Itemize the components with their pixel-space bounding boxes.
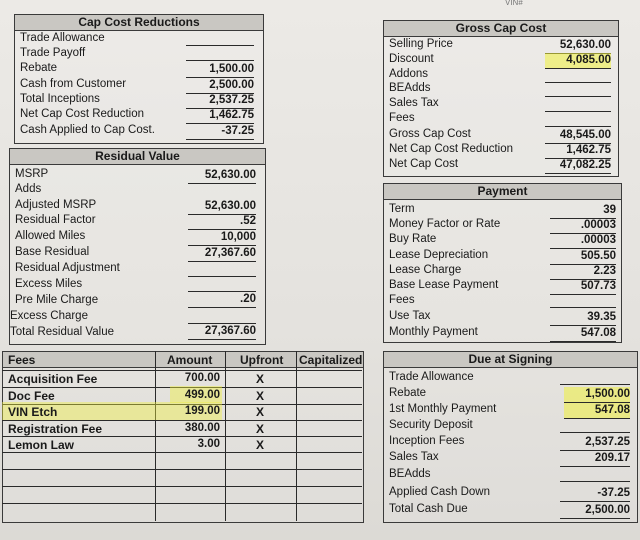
rv-label: Excess Charge (10, 310, 88, 322)
fees-grid-h (2, 370, 362, 371)
fee-label: VIN Etch (8, 405, 58, 419)
ccr-value: 1,462.75 (186, 108, 254, 124)
pay-value: 507.73 (550, 279, 616, 295)
fee-amount: 3.00 (197, 438, 220, 450)
fee-label: Doc Fee (8, 389, 55, 403)
rv-value: 52,630.00 (188, 168, 256, 184)
ccr-value-line (186, 45, 254, 46)
fees-grid-h (2, 486, 362, 487)
gcc-value: 1,462.75 (545, 143, 611, 159)
rv-label: Pre Mile Charge (15, 294, 99, 306)
pay-value: .00003 (550, 233, 616, 249)
rv-label: Residual Adjustment (15, 262, 120, 274)
das-label: Rebate (389, 387, 427, 399)
pay-label: Use Tax (389, 310, 431, 322)
rv-value: 27,367.60 (188, 324, 256, 340)
ccr-label: Rebate (20, 62, 58, 74)
rv-value: .20 (188, 292, 256, 308)
rv-label: Allowed Miles (15, 230, 86, 242)
rv-label: Excess Miles (15, 278, 83, 290)
fees-grid-h (2, 436, 362, 437)
top-strip (0, 0, 640, 9)
ccr-label: Trade Allowance (20, 32, 105, 44)
fees-grid-h (2, 420, 362, 421)
upfront-mark: X (255, 422, 264, 436)
upfront-mark: X (255, 372, 264, 386)
ccr-value: 1,500.00 (186, 62, 254, 78)
gcc-value-line (545, 126, 611, 127)
gcc-label: Gross Cap Cost (389, 128, 471, 140)
rv-value: 10,000 (188, 230, 256, 246)
amount-col-header: Amount (167, 353, 213, 367)
das-value: -37.25 (560, 486, 630, 502)
gcc-label: Net Cap Cost Reduction (389, 143, 514, 155)
upfront-mark: X (255, 405, 264, 419)
ccr-label: Cash from Customer (20, 78, 127, 90)
pay-label: Term (389, 203, 415, 215)
das-value-line (560, 432, 630, 433)
gcc-label: BEAdds (389, 82, 431, 94)
gcc-label: Fees (389, 112, 415, 124)
rv-label: MSRP (15, 168, 49, 180)
das-value-highlighted: 1,500.00 (564, 387, 630, 403)
gcc-value-highlighted: 4,085.00 (545, 53, 611, 69)
gcc-label: Net Cap Cost (389, 158, 459, 170)
das-label: BEAdds (389, 468, 431, 480)
das-value-line (560, 384, 630, 385)
fees-col-header: Fees (8, 353, 36, 367)
das-value: 2,500.00 (560, 503, 630, 519)
gcc-value: 47,082.25 (545, 158, 611, 174)
pay-value: 39 (550, 203, 616, 219)
das-label: Applied Cash Down (389, 486, 491, 498)
fee-label: Acquisition Fee (8, 372, 98, 386)
gcc-value-line (545, 82, 611, 83)
fee-amount: 700.00 (184, 372, 220, 384)
rv-label: Adjusted MSRP (15, 199, 97, 211)
rv-value: 27,367.60 (188, 246, 256, 262)
fees-grid-h (2, 503, 362, 504)
fees-grid-h (2, 452, 362, 453)
gcc-label: Selling Price (389, 38, 453, 50)
rv-label: Base Residual (15, 246, 90, 258)
cap-cost-reductions-title: Cap Cost Reductions (14, 14, 264, 31)
pay-value: .00003 (550, 218, 616, 234)
due-at-signing-title: Due at Signing (383, 351, 638, 368)
pay-label: Monthly Payment (389, 326, 478, 338)
das-value: 2,537.25 (560, 435, 630, 451)
pay-label: Base Lease Payment (389, 279, 499, 291)
rv-label: Total Residual Value (10, 326, 114, 338)
ccr-label: Cash Applied to Cap Cost. (20, 124, 155, 136)
gcc-value-line (545, 96, 611, 97)
rv-value: 52,630.00 (188, 199, 256, 215)
upfront-col-header: Upfront (240, 353, 284, 367)
das-value-line (560, 481, 630, 482)
fee-amount: 499.00 (184, 389, 220, 401)
capitalized-col-header: Capitalized (299, 353, 363, 367)
ccr-value: 2,500.00 (186, 78, 254, 94)
das-label: Total Cash Due (389, 503, 468, 515)
rv-label: Residual Factor (15, 214, 96, 226)
ccr-label: Net Cap Cost Reduction (20, 108, 145, 120)
das-value-highlighted: 547.08 (564, 403, 630, 419)
pay-label: Fees (389, 294, 415, 306)
das-label: Inception Fees (389, 435, 465, 447)
payment-title: Payment (383, 183, 622, 200)
das-label: Trade Allowance (389, 371, 474, 383)
pay-label: Lease Depreciation (389, 249, 489, 261)
residual-value-title: Residual Value (9, 148, 266, 165)
pay-label: Lease Charge (389, 264, 462, 276)
gcc-value: 48,545.00 (545, 128, 611, 144)
header-fragment: VIN# (505, 0, 523, 7)
ccr-value: -37.25 (186, 124, 254, 140)
gcc-label: Sales Tax (389, 97, 439, 109)
das-value: 209.17 (560, 451, 630, 467)
ccr-label: Trade Payoff (20, 47, 86, 59)
gross-cap-cost-title: Gross Cap Cost (383, 20, 619, 37)
rv-value-line (188, 276, 256, 277)
gcc-label: Discount (389, 53, 434, 65)
gcc-label: Addons (389, 68, 429, 80)
das-label: Security Deposit (389, 419, 473, 431)
rv-value: .52 (188, 214, 256, 230)
pay-value: 547.08 (550, 326, 616, 342)
pay-value: 2.23 (550, 264, 616, 280)
fee-amount: 199.00 (184, 405, 220, 417)
das-label: 1st Monthly Payment (389, 403, 497, 415)
pay-value-line (550, 307, 616, 308)
ccr-label: Total Inceptions (20, 93, 100, 105)
pay-label: Buy Rate (389, 233, 437, 245)
fee-label: Lemon Law (8, 438, 75, 452)
fee-label: Registration Fee (8, 422, 103, 436)
fees-grid-h (2, 469, 362, 470)
rv-label: Adds (15, 183, 42, 195)
pay-value: 39.35 (550, 310, 616, 326)
upfront-mark: X (255, 389, 264, 403)
pay-value: 505.50 (550, 249, 616, 265)
das-label: Sales Tax (389, 451, 439, 463)
ccr-value-line (186, 60, 254, 61)
ccr-value: 2,537.25 (186, 93, 254, 109)
gcc-value-line (545, 111, 611, 112)
pay-label: Money Factor or Rate (389, 218, 501, 230)
fee-amount: 380.00 (184, 422, 220, 434)
gcc-value: 52,630.00 (545, 38, 611, 54)
upfront-mark: X (255, 438, 264, 452)
